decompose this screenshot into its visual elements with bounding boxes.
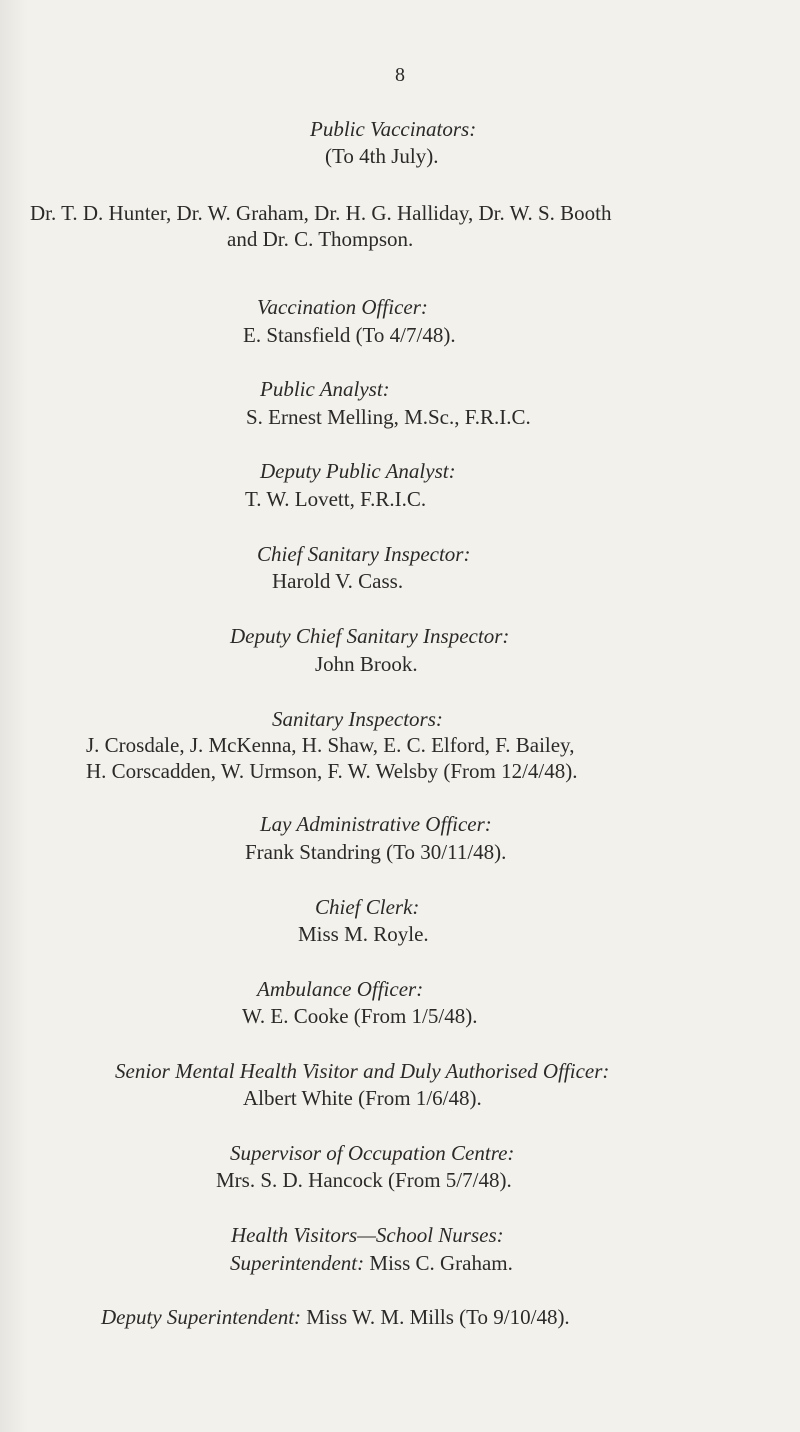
page-edge-shadow [0,0,28,1432]
vaccination-officer-heading: Vaccination Officer: [257,295,428,319]
ambulance-officer-name: W. E. Cooke (From 1/5/48). [242,1004,478,1028]
public-vaccinators-names-line2: and Dr. C. Thompson. [227,227,414,251]
senior-mental-health-visitor-heading: Senior Mental Health Visitor and Duly Authorised Officer: [115,1059,610,1083]
sanitary-inspectors-names-line2: H. Corscadden, W. Urmson, F. W. Welsby (From 12/4/48). [86,759,578,783]
deputy-superintendent-name: Miss W. M. Mills (To 9/10/48). [306,1305,570,1329]
vaccination-officer-name: E. Stansfield (To 4/7/48). [243,323,456,347]
deputy-superintendent-line [101,1304,570,1330]
public-vaccinators-heading: Public Vaccinators: [310,117,477,141]
superintendent-name: Miss C. Graham. [369,1251,513,1275]
public-analyst-heading: Public Analyst: [260,377,390,401]
superintendent-label: Superintendent: [230,1251,365,1275]
superintendent-line [230,1250,513,1276]
lay-administrative-officer-heading: Lay Administrative Officer: [260,812,492,836]
sanitary-inspectors-heading: Sanitary Inspectors: [272,707,443,731]
supervisor-occupation-centre-heading: Supervisor of Occupation Centre: [230,1141,515,1165]
chief-sanitary-inspector-heading: Chief Sanitary Inspector: [257,542,471,566]
sanitary-inspectors-names-line1: J. Crosdale, J. McKenna, H. Shaw, E. C. Elford, F. Bailey, [86,733,575,757]
deputy-superintendent-label: Deputy Superintendent: [101,1305,302,1329]
public-vaccinators-names-line1: Dr. T. D. Hunter, Dr. W. Graham, Dr. H. G. Halliday, Dr. W. S. Booth [30,201,612,225]
public-vaccinators-note: (To 4th July). [325,144,439,168]
chief-clerk-name: Miss M. Royle. [298,922,429,946]
ambulance-officer-heading: Ambulance Officer: [257,977,424,1001]
deputy-public-analyst-heading: Deputy Public Analyst: [260,459,456,483]
deputy-chief-sanitary-inspector-heading: Deputy Chief Sanitary Inspector: [230,624,510,648]
supervisor-occupation-centre-name: Mrs. S. D. Hancock (From 5/7/48). [216,1168,512,1192]
deputy-chief-sanitary-inspector-name: John Brook. [315,652,418,676]
chief-sanitary-inspector-name: Harold V. Cass. [272,569,404,593]
health-visitors-heading: Health Visitors—School Nurses: [231,1223,504,1247]
page-number: 8 [395,64,405,86]
chief-clerk-heading: Chief Clerk: [315,895,420,919]
lay-administrative-officer-name: Frank Standring (To 30/11/48). [245,840,507,864]
public-analyst-name: S. Ernest Melling, M.Sc., F.R.I.C. [246,405,531,429]
deputy-public-analyst-name: T. W. Lovett, F.R.I.C. [245,487,427,511]
senior-mental-health-visitor-name: Albert White (From 1/6/48). [243,1086,482,1110]
